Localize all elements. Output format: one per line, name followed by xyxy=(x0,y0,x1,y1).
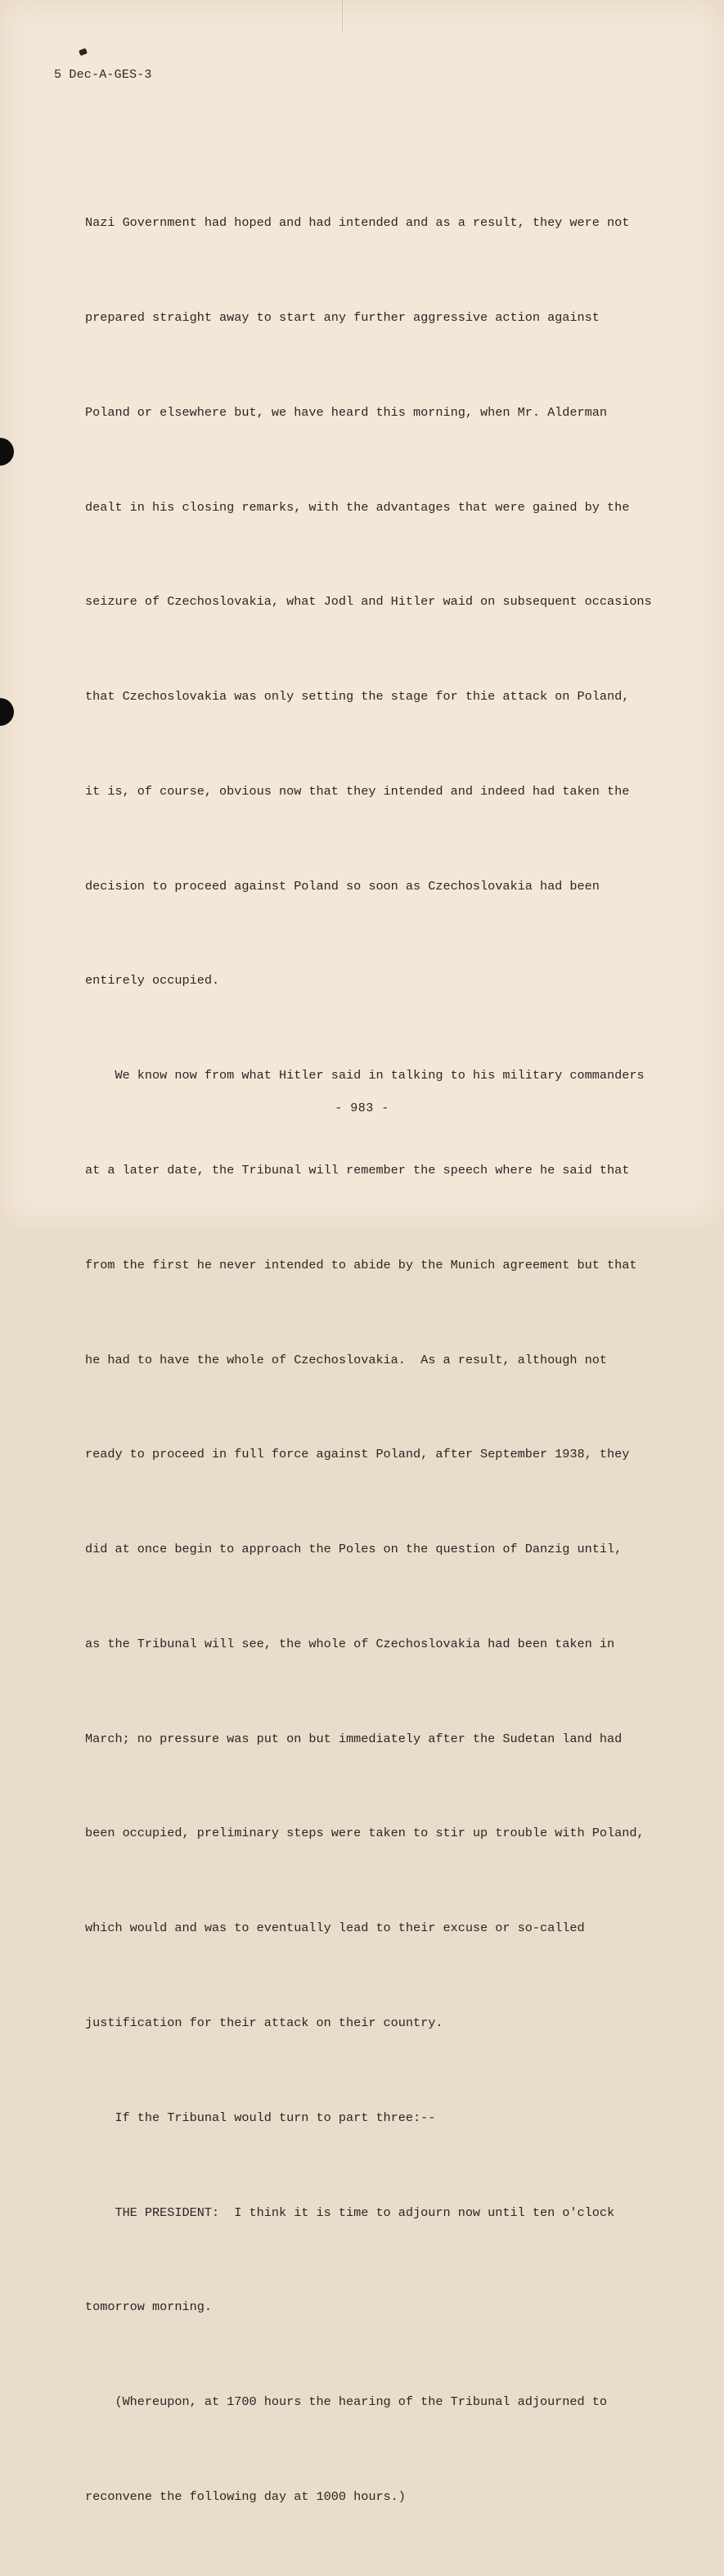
ink-mark xyxy=(79,48,88,56)
transcript-body xyxy=(85,144,690,2576)
text-line: prepared straight away to start any further aggressive action against xyxy=(85,309,600,325)
text-line: March; no pressure was put on but immediately after the Sudetan land had xyxy=(85,1731,623,1746)
paper-fold-line xyxy=(342,0,343,33)
text-line: he had to have the whole of Czechoslovakia. As a result, although not xyxy=(85,1352,607,1367)
text-line: reconvene the following day at 1000 hours.) xyxy=(85,2488,406,2504)
text-line: justification for their attack on their country. xyxy=(85,2015,443,2031)
text-line: seizure of Czechoslovakia, what Jodl and Hitler waid on subsequent occasions xyxy=(85,594,652,610)
text-line: it is, of course, obvious now that they intended and indeed had taken the xyxy=(85,783,630,799)
document-header-id: 5 Dec-A-GES-3 xyxy=(54,68,152,82)
text-line: at a later date, the Tribunal will remember the speech where he said that xyxy=(85,1163,630,1178)
text-line: Nazi Government had hoped and had intended and as a result, they were not xyxy=(85,215,630,231)
punch-hole-icon xyxy=(0,438,14,466)
text-line: We know now from what Hitler said in talking to his military commanders xyxy=(85,1068,645,1083)
text-line: that Czechoslovakia was only setting the stage for thie attack on Poland, xyxy=(85,689,630,705)
text-line: Poland or elsewhere but, we have heard this morning, when Mr. Alderman xyxy=(85,404,607,420)
text-line: from the first he never intended to abide by the Munich agreement but that xyxy=(85,1257,637,1272)
text-line: If the Tribunal would turn to part three:-- xyxy=(85,2110,436,2125)
punch-hole-icon xyxy=(0,698,14,726)
text-line: ready to proceed in full force against Poland, after September 1938, they xyxy=(85,1447,630,1462)
text-line: decision to proceed against Poland so soon as Czechoslovakia had been xyxy=(85,878,600,894)
text-line: (Whereupon, at 1700 hours the hearing of the Tribunal adjourned to xyxy=(85,2394,607,2410)
text-line: which would and was to eventually lead to their excuse or so-called xyxy=(85,1921,585,1936)
page-number: - 983 - xyxy=(335,1101,389,1115)
text-line: tomorrow morning. xyxy=(85,2299,212,2315)
text-line: as the Tribunal will see, the whole of Czechoslovakia had been taken in xyxy=(85,1636,615,1651)
text-line: been occupied, preliminary steps were taken to stir up trouble with Poland, xyxy=(85,1826,645,1841)
text-line: did at once begin to approach the Poles on the question of Danzig until, xyxy=(85,1542,623,1557)
text-line: dealt in his closing remarks, with the advantages that were gained by the xyxy=(85,499,630,515)
text-line: entirely occupied. xyxy=(85,973,220,989)
text-line: THE PRESIDENT: I think it is time to adjourn now until ten o'clock xyxy=(85,2204,615,2220)
